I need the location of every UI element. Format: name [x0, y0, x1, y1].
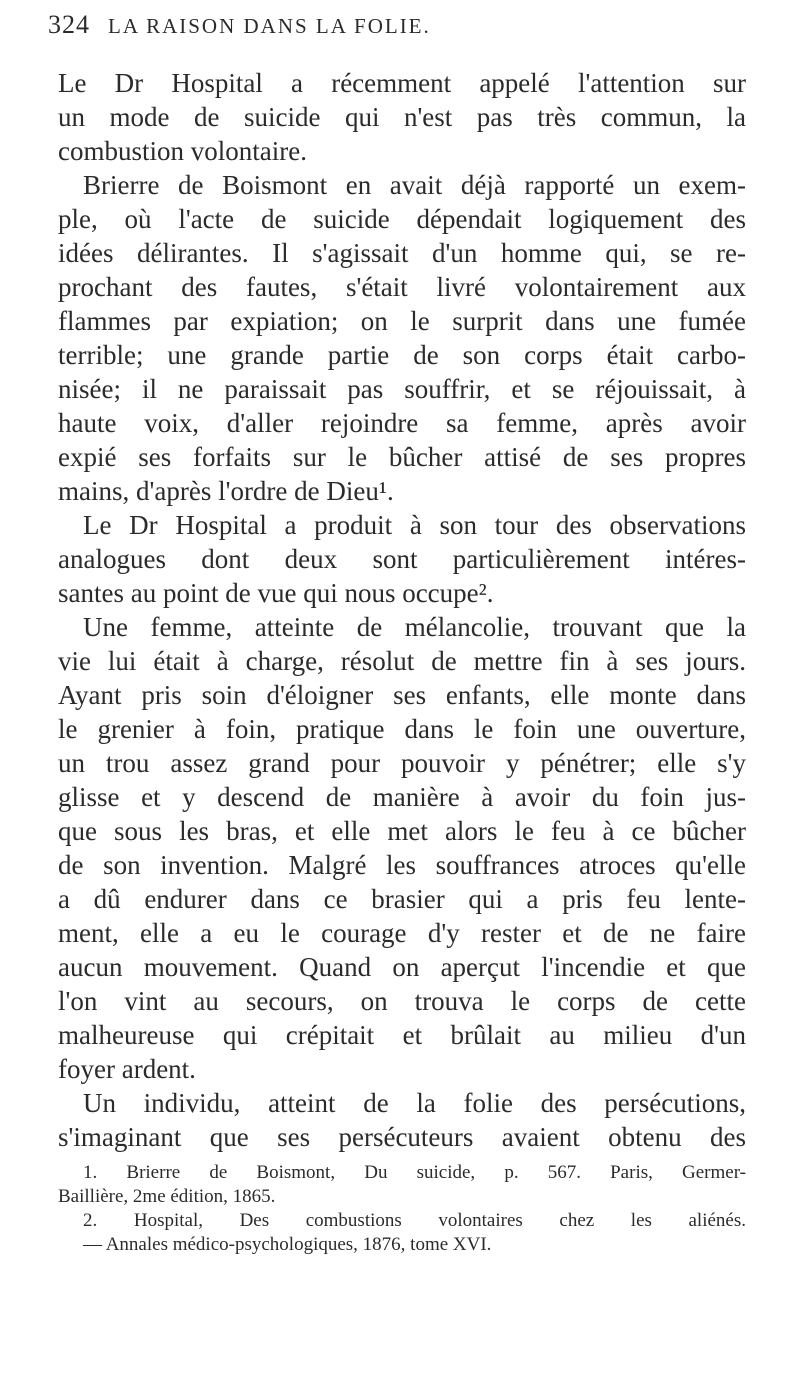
text-line: glisse et y descend de manière à avoir du foin jus- — [58, 782, 746, 812]
footnote-line: — Annales médico-psychologiques, 1876, tome XVI. — [83, 1234, 492, 1255]
text-line: de son invention. Malgré les souffrances atroces qu'elle — [58, 850, 746, 880]
text-line: Une femme, atteinte de mélancolie, trouvant que la — [83, 612, 746, 642]
text-line: Un individu, atteint de la folie des persécutions, — [83, 1088, 746, 1118]
footnote-line: 1. Brierre de Boismont, Du suicide, p. 567. Paris, Germer- — [83, 1162, 746, 1183]
running-title: LA RAISON DANS LA FOLIE. — [108, 14, 431, 38]
text-line: mains, d'après l'ordre de Dieu¹. — [58, 476, 394, 506]
text-line: idées délirantes. Il s'agissait d'un homme qui, se re- — [58, 238, 746, 268]
text-line: analogues dont deux sont particulièrement intéres- — [58, 544, 746, 574]
footnote-line: Baillière, 2me édition, 1865. — [58, 1186, 276, 1207]
text-line: santes au point de vue qui nous occupe². — [58, 578, 494, 608]
text-line: un mode de suicide qui n'est pas très commun, la — [58, 102, 746, 132]
text-line: a dû endurer dans ce brasier qui a pris feu lente- — [58, 884, 746, 914]
text-line: ple, où l'acte de suicide dépendait logiquement des — [58, 204, 746, 234]
text-line: flammes par expiation; on le surprit dans une fumée — [58, 306, 746, 336]
text-line: ment, elle a eu le courage d'y rester et de ne faire — [58, 918, 746, 948]
text-line: malheureuse qui crépitait et brûlait au milieu d'un — [58, 1020, 746, 1050]
text-line: s'imaginant que ses persécuteurs avaient obtenu des — [58, 1122, 746, 1152]
text-line: foyer ardent. — [58, 1054, 196, 1084]
text-line: expié ses forfaits sur le bûcher attisé de ses propres — [58, 442, 746, 472]
page-number: 324 — [48, 10, 90, 39]
text-line: Ayant pris soin d'éloigner ses enfants, elle monte dans — [58, 680, 746, 710]
text-line: un trou assez grand pour pouvoir y pénétrer; elle s'y — [58, 748, 746, 778]
footnote-line: 2. Hospital, Des combustions volontaires chez les aliénés. — [83, 1210, 746, 1231]
text-line: vie lui était à charge, résolut de mettre fin à ses jours. — [58, 646, 746, 676]
text-line: terrible; une grande partie de son corps était carbo- — [58, 340, 746, 370]
text-line: Le Dr Hospital a produit à son tour des observations — [83, 510, 746, 540]
text-line: Le Dr Hospital a récemment appelé l'attention sur — [58, 68, 746, 98]
text-line: Brierre de Boismont en avait déjà rapporté un exem- — [83, 170, 746, 200]
text-line: nisée; il ne paraissait pas souffrir, et se réjouissait, à — [58, 374, 746, 404]
text-line: aucun mouvement. Quand on aperçut l'incendie et que — [58, 952, 746, 982]
text-line: prochant des fautes, s'était livré volontairement aux — [58, 272, 746, 302]
text-line: que sous les bras, et elle met alors le feu à ce bûcher — [58, 816, 746, 846]
text-line: haute voix, d'aller rejoindre sa femme, après avoir — [58, 408, 746, 438]
text-line: le grenier à foin, pratique dans le foin une ouverture, — [58, 714, 746, 744]
text-line: l'on vint au secours, on trouva le corps de cette — [58, 986, 746, 1016]
running-head — [48, 10, 748, 50]
text-line: combustion volontaire. — [58, 136, 307, 166]
